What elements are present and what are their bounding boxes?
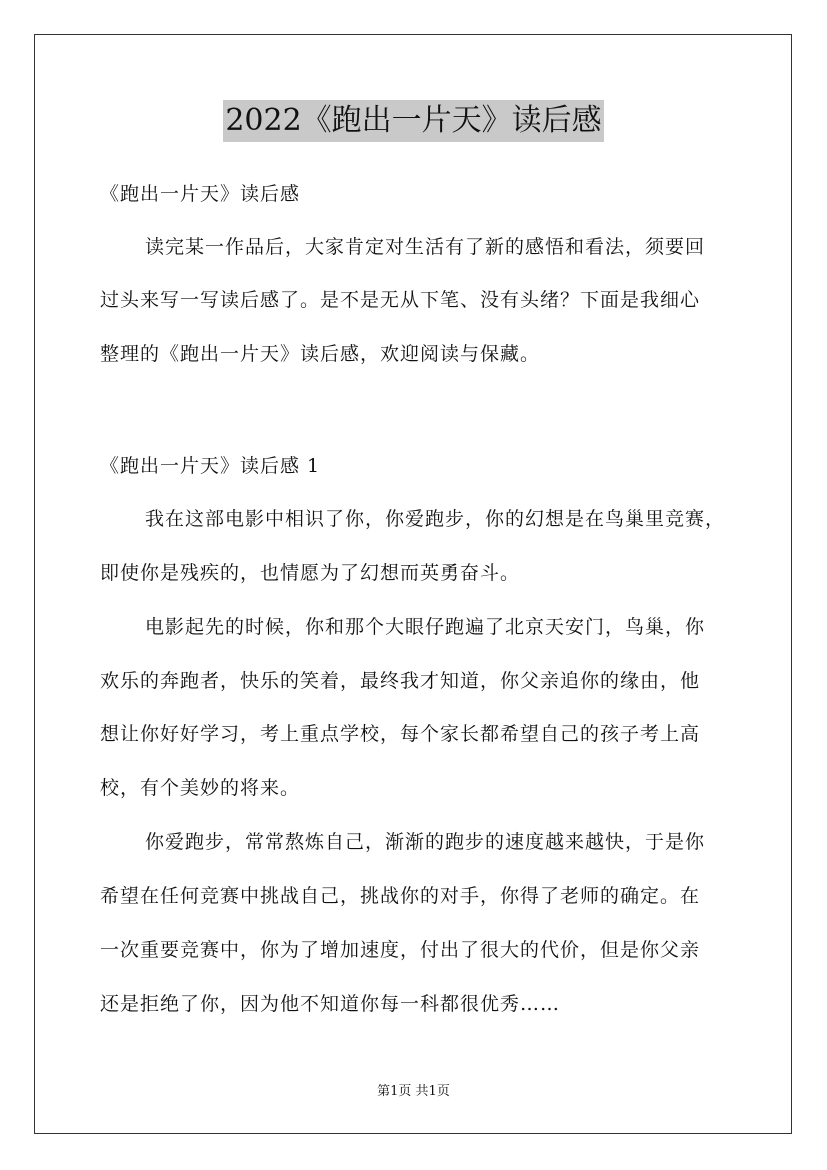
title-container: [0, 100, 827, 142]
paragraph-line: 欢乐的奔跑者，快乐的笑着，最终我才知道，你父亲追你的缘由，他: [100, 670, 701, 692]
paragraph-line: 还是拒绝了你，因为他不知道你每一科都很优秀……: [100, 993, 561, 1015]
document-subtitle: 《跑出一片天》读后感: [100, 183, 301, 205]
intro-line: 读完某一作品后，大家肯定对生活有了新的感悟和看法，须要回: [145, 236, 706, 258]
section-heading: 《跑出一片天》读后感 1: [100, 455, 321, 477]
paragraph-line: 校，有个美妙的将来。: [100, 777, 301, 799]
page-footer: 第1页 共1页: [377, 1084, 450, 1099]
paragraph-line: 电影起先的时候，你和那个大眼仔跑遍了北京天安门，鸟巢，你: [145, 616, 706, 638]
intro-line: 整理的《跑出一片天》读后感，欢迎阅读与保藏。: [100, 343, 541, 365]
paragraph-line: 想让你好好学习，考上重点学校，每个家长都希望自己的孩子考上高: [100, 723, 701, 745]
paragraph-line: 你爱跑步，常常熬炼自己，渐渐的跑步的速度越来越快，于是你: [145, 831, 706, 853]
paragraph-line: 我在这部电影中相识了你，你爱跑步，你的幻想是在鸟巢里竞赛，: [145, 508, 726, 530]
intro-line: 过头来写一写读后感了。是不是无从下笔、没有头绪？下面是我细心: [100, 289, 701, 311]
document-title: 2022《跑出一片天》读后感: [223, 100, 603, 142]
paragraph-line: 即使你是残疾的，也情愿为了幻想而英勇奋斗。: [100, 562, 521, 584]
paragraph-line: 希望在任何竞赛中挑战自己，挑战你的对手，你得了老师的确定。在: [100, 885, 701, 907]
paragraph-line: 一次重要竞赛中，你为了增加速度，付出了很大的代价，但是你父亲: [100, 939, 701, 961]
